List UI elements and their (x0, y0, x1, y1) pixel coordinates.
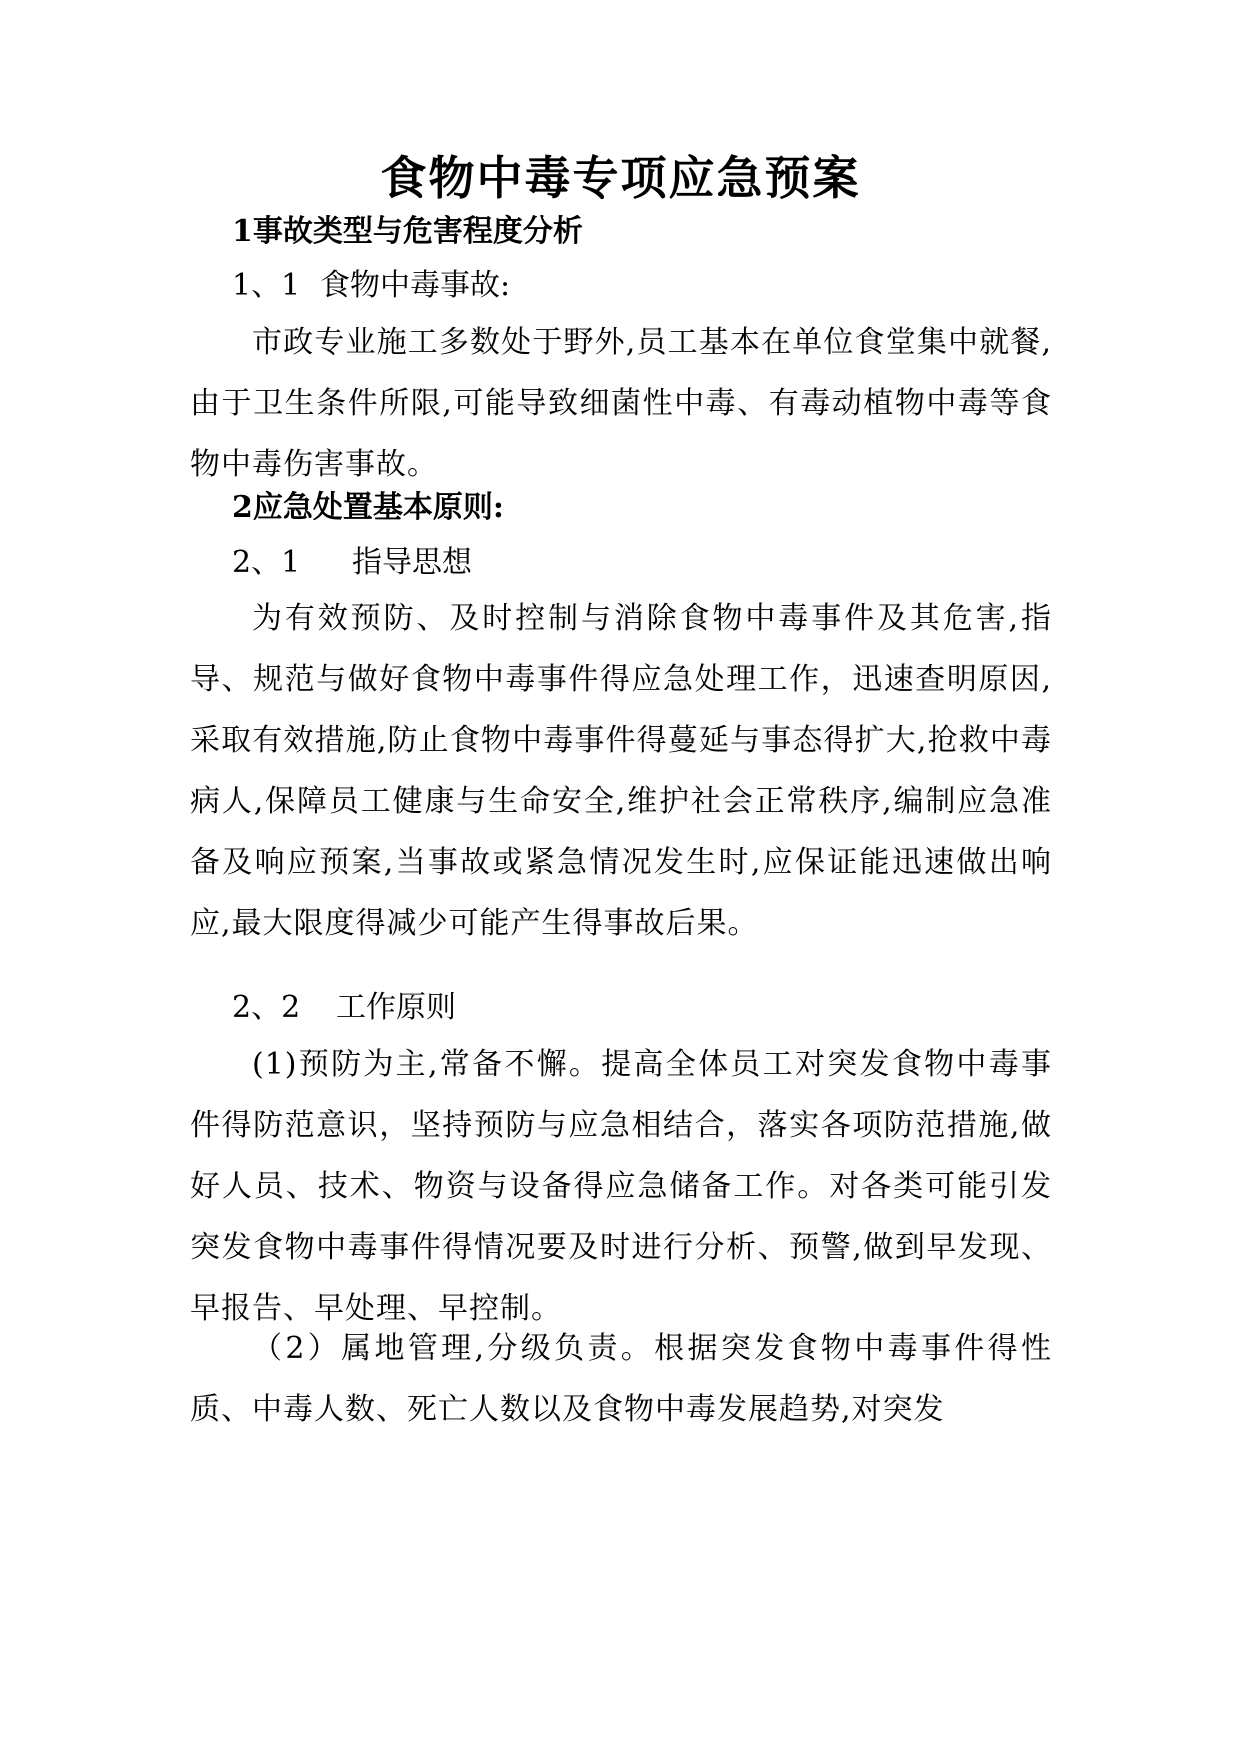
section-1-paragraph: 市政专业施工多数处于野外,员工基本在单位食堂集中就餐,由于卫生条件所限,可能导致细菌性中毒、有毒动植物中毒等食物中毒伤害事故。 (190, 325, 1052, 482)
subsection-2-2-title: 工作原则 (336, 990, 456, 1025)
document-title: 食物中毒专项应急预案 (380, 151, 861, 205)
principle-1-paragraph: (1)预防为主,常备不懈。提高全体员工对突发食物中毒事件得防范意识，坚持预防与应急相结合，落实各项防范措施,做好人员、技术、物资与设备得应急储备工作。对各类可能引发突发食物中毒事件得情况要及时进行分析、预警,做到早发现、早报告、早处理、早控制。 (190, 1047, 1052, 1326)
section-2-1-paragraph: 为有效预防、及时控制与消除食物中毒事件及其危害,指导、规范与做好食物中毒事件得应急处理工作，迅速查明原因,采取有效措施,防止食物中毒事件得蔓延与事态得扩大,抢救中毒病人,保障员工健康与生命安全,维护社会正常秩序,编制应急准备及响应预案,当事故或紧急情况发生时,应保证能迅速做出响应,最大限度得减少可能产生得事故后果。 (190, 601, 1052, 941)
subsection-2-1-number: 2、1 (232, 545, 301, 580)
principle-2-paragraph: （2）属地管理,分级负责。根据突发食物中毒事件得性质、中毒人数、死亡人数以及食物中毒发展趋势,对突发 (190, 1331, 1052, 1427)
subsection-1-1-title: 食物中毒事故: (320, 268, 511, 303)
subsection-2-1 (232, 541, 472, 585)
subsection-2-1-title: 指导思想 (352, 545, 472, 580)
section-2-heading: 2应急处置基本原则: (232, 490, 504, 525)
subsection-2-2-number: 2、2 (232, 990, 301, 1025)
subsection-2-2 (232, 986, 456, 1030)
section-1-heading: 1事故类型与危害程度分析 (232, 214, 583, 249)
subsection-1-1-number: 1、1 (232, 268, 301, 303)
subsection-1-1 (232, 264, 510, 308)
